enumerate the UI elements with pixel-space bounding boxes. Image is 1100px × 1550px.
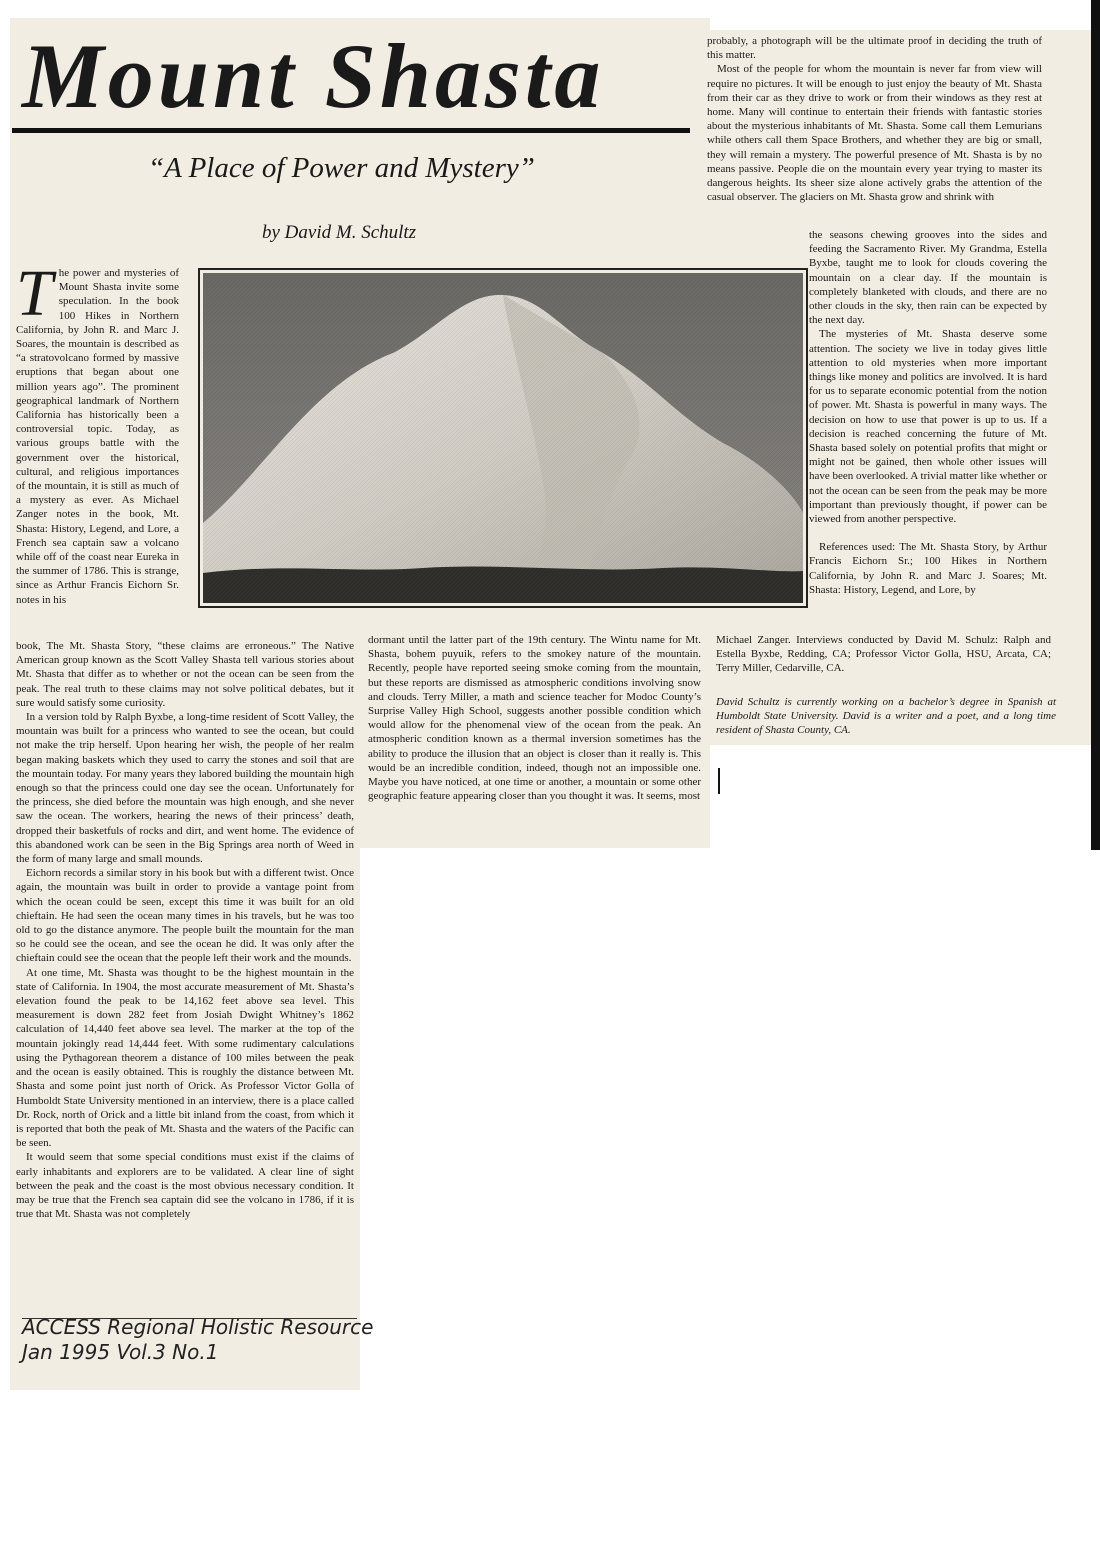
paragraph: probably, a photograph will be the ultimate proof in deciding the truth of this matter. xyxy=(707,35,1042,62)
handwritten-line-1: ACCESS Regional Holistic Resource xyxy=(22,1315,374,1339)
handwritten-source-note xyxy=(22,1315,373,1365)
mountain-image xyxy=(203,273,803,603)
author-bio: David Schultz is currently working on a bachelor’s degree in Spanish at Humboldt State University. David is a writer and a poet, and a long time resident of Shasta County, CA. xyxy=(716,696,1056,736)
drop-cap: T xyxy=(16,266,53,330)
paragraph: book, The Mt. Shasta Story, “these claims are erroneous.” The Native American group known as the Scott Valley Shasta tell various stories about Mt. Shasta that differ as to whether or not the ocean can be seen from the peak. The real truth to these claims may not solve political debates, but it sure would satisfy some curiosity. xyxy=(16,640,354,709)
column-1-top xyxy=(16,266,179,644)
intro-text: he power and mysteries of Mount Shasta invite some speculation. In the book 100 Hikes in Northern California, by John R. and Marc J. Soares, the mountain is described as “a stratovolcano formed by massive eruptions that began about one million years ago”. The prominent geographical landmark of Northern California has historically been a controversial topic. Today, as various groups battle with the government over the historical, cultural, and religious importances of the mountain, it is still as much of a mystery as ever. As Michael Zanger notes in the book, Mt. Shasta: History, Legend, and Lore, a French sea captain saw a volcano while off of the coast near Eureka in the summer of 1786. This is strange, since as Arthur Francis Eichorn Sr. notes in his xyxy=(16,267,179,606)
paragraph: At one time, Mt. Shasta was thought to be the highest mountain in the state of California. In 1904, the most accurate measurement of Mt. Shasta’s elevation found the peak to be 14,162 feet above sea level. This measurement is down 282 feet from Josiah Dwight Whitney’s 1862 calculation of 14,440 feet above sea level. The marker at the top of the mountain jokingly read 14,444 feet. With some rudimentary calculations using the Pythagorean theorem a distance of 100 miles between the peak and the ocean is easily obtained. This is roughly the distance between Mt. Shasta and some point just north of Orick. As Professor Victor Golla of Humboldt State University mentioned in an interview, there is a place called Dr. Rock, north of Orick and a little bit inland from the coast, from which it is reported that both the peak of Mt. Shasta and the waters of the Pacific can be seen. xyxy=(16,966,354,1150)
mountain-photo xyxy=(198,268,808,608)
scan-edge xyxy=(1091,0,1100,850)
paragraph: Most of the people for whom the mountain is never far from view will require no pictures. It will be enough to just enjoy the beauty of Mt. Shasta from their car as they drive to work or from their windows as they rest at home. Many will continue to entertain their friends with fantastic stories about the mysterious inhabitants of Mt. Shasta. Some call them Lemurians while others call them Space Brothers, and whether they are big or small, they will remain a mystery. The powerful presence of Mt. Shasta is by no means passive. People die on the mountain every year trying to master its dangerous heights. Its sheer size alone actively grabs the attention of the casual observer. The glaciers on Mt. Shasta grow and shrink with xyxy=(707,63,1042,204)
column-1-bottom xyxy=(16,639,354,1299)
paragraph: The mysteries of Mt. Shasta deserve some attention. The society we live in today gives little attention to old mysteries when more important things like money and politics are involved. It is hard for us to separate economic potential from the notion of power. Mt. Shasta is powerful in many ways. The decision on how to use that power is up to us. If a decision is reached concerning the future of Mt. Shasta based solely on potential profits that might or might not be gained, then whole other issues will have been overlooked. A trivial matter like whether or not the ocean can be seen from the peak may be more important than previously thought, if power can be viewed from another perspective. xyxy=(809,328,1047,526)
paragraph: Eichorn records a similar story in his book but with a different twist. Once again, the mountain was built in order to provide a vantage point from which the ocean could be seen, except this time it was built for an old chieftain. He had seen the ocean many times in his travels, but he was too old to go the distance anymore. The people built the mountain for the man so he could see the ocean, and see the ocean he did. It was only after the chieftain could see the ocean that the people left their work and the mounds. xyxy=(16,867,354,965)
article-title: Mount Shasta xyxy=(22,25,605,127)
article-subtitle: “A Place of Power and Mystery” xyxy=(148,152,535,184)
article-byline: by David M. Schultz xyxy=(262,222,417,243)
paragraph: It would seem that some special conditions must exist if the claims of early inhabitants and explorers are to be validated. A clear line of sight between the peak and the coast is the most obvious necessary condition. It may be true that the French sea captain did see the volcano in 1786, if it is true that Mt. Shasta was not completely xyxy=(16,1151,354,1221)
column-3-narrow xyxy=(809,228,1047,646)
handwritten-line-2: Jan 1995 Vol.3 No.1 xyxy=(22,1340,219,1364)
paragraph: the seasons chewing grooves into the sides and feeding the Sacramento River. My Grandma, Estella Byxbe, taught me to look for clouds covering the mountain on a clear day. If the mountain is completely blanketed with clouds, and there are no other clouds in the sky, then rain can be expected by the next day. xyxy=(809,229,1047,327)
title-rule xyxy=(12,128,690,133)
column-2 xyxy=(368,633,701,838)
column-3-top xyxy=(707,34,1042,230)
column-3-bottom xyxy=(716,633,1051,681)
paragraph: References used: The Mt. Shasta Story, by Arthur Francis Eichorn Sr.; 100 Hikes in Northern California, by John R. and Marc J. Soares; Mt. Shasta: History, Legend, and Lore, by xyxy=(809,541,1047,596)
paragraph: Michael Zanger. Interviews conducted by David M. Schulz: Ralph and Estella Byxbe, Redding, CA; Professor Victor Golla, HSU, Arcata, CA; Terry Miller, Cedarville, CA. xyxy=(716,634,1051,675)
vertical-rule xyxy=(718,768,720,794)
paragraph: dormant until the latter part of the 19th century. The Wintu name for Mt. Shasta, bohem puyuik, refers to the smokey nature of the mountain. Recently, people have reported seeing smoke coming from the mountain, but these reports are dismissed as atmospheric conditions involving snow and clouds. Terry Miller, a math and science teacher for Modoc County’s Surprise Valley High School, suggests another possible condition which would allow for the phenomenal view of the ocean from the peak. An atmospheric condition known as a thermal inversion sometimes has the ability to produce the illusion that an object is closer than it really is. This would be an incredible condition, indeed, though not an impossible one. Maybe you have noticed, at one time or another, a mountain or some other geographic feature appearing closer than you thought it was. It seems, most xyxy=(368,634,701,803)
paragraph: In a version told by Ralph Byxbe, a long-time resident of Scott Valley, the mountain was built for a princess who wanted to see the ocean, but could not make the trip herself. Upon hearing her wish, the people of her realm began making baskets which they used to carry the stones and soil that are the mountain today. For many years they labored building the mountain high enough so that the princess could one day see the ocean. Unfortunately for the princess, she died before the mountain was high enough, and she never saw the ocean. The workers, hearing the news of their princess’ death, dropped their basketfuls of rocks and dirt, and went home. The evidence of this abandoned work can be seen in the Big Springs area north of Weed in the form of many large and small mounds. xyxy=(16,711,354,866)
